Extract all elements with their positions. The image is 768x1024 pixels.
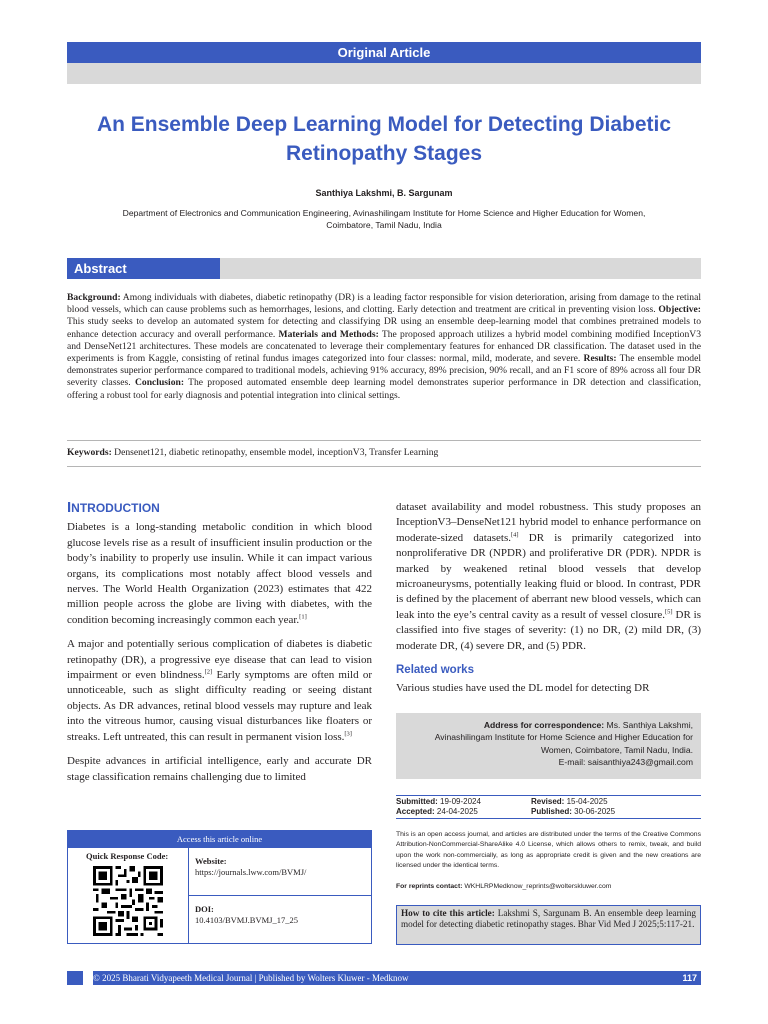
reprints-contact: For reprints contact: WKHLRPMedknow_reprints@wolterskluwer.com [396, 883, 612, 890]
intro-paragraph-1: Diabetes is a long-standing metabolic condition in which blood glucose levels rise as a result of insufficient insulin production or the body’s inability to properly use insulin. While it can impact various organs, its complications most notably affect blood vessels and nerves. The World Health Organization (2023) estimates that 422 million people across the globe are living with diabetes, with the condition becoming increasingly common each year.[1] [67, 521, 372, 626]
affiliation-line-1: Department of Electronics and Communication Engineering, Avinashilingam Institute for Home Science and Higher Education for Women, [122, 208, 646, 218]
doi-link[interactable]: 10.4103/BVMJ.BVMJ_17_25 [195, 915, 298, 925]
cite-text: Lakshmi S, Sargunam B. An ensemble deep learning model for detecting diabetic retinopathy stages. Bhar Vid Med J 2025;5:117-21. [401, 908, 696, 930]
ref-2[interactable]: [2] [204, 668, 213, 676]
results-label: Results: [583, 353, 617, 365]
background-label: Background: [67, 292, 121, 303]
page-number: 117 [682, 973, 697, 983]
introduction-heading: INTRODUCTION [67, 499, 160, 516]
intro-paragraph-4: dataset availability and model robustness. This study proposes an InceptionV3–DenseNet121 hybrid model to enhance performance on moderate-sized datasets.[4] DR is primarily categorized into nonproliferative DR (NPDR) and proliferative DR (PDR). NPDR is marked by weakened retinal blood vessels that develop microaneurysms, potentially leaking fluid or blood. In contrast, PDR is defined by the placement of aberrant new blood vessels, which can leak into the eye’s central cavity as a result of vessel closure.[5] DR is classified into five stages of severity: (1) no DR, (2) mild DR, (3) moderate DR, (4) severe DR, and (5) PDR. [396, 501, 702, 652]
conclusion-text: The proposed automated ensemble deep learning model demonstrates superior performance in DR detection and classification, offering a robust tool for early diagnosis and potential integration into clinical settings. [67, 377, 701, 401]
access-heading: Access this article online [68, 831, 371, 848]
keywords [67, 447, 701, 459]
correspondence-line-2: Avinashilingam Institute for Home Science and Higher Education for [434, 732, 693, 743]
right-column [396, 500, 701, 706]
banner-gray-strip [67, 63, 701, 84]
reprints-email[interactable]: WKHLRPMedknow_reprints@wolterskluwer.com [464, 883, 612, 890]
ref-1[interactable]: [1] [299, 613, 307, 621]
article-dates [396, 795, 701, 819]
objective-text: This study seeks to develop an automated system for detecting and classifying DR using an ensemble deep-learning model that combines pretrained models to enhance detection accuracy and overall performance. [67, 316, 701, 340]
qr-cell [68, 848, 189, 943]
license-text: This is an open access journal, and articles are distributed under the terms of the Creative Commons Attribution-NonCommercial-ShareAlike 4.0 License, which allows others to remix, tweak, and build upon the work non-commercially, as long as appropriate credit is given and the new creations are licensed under the identical terms. [396, 831, 701, 869]
revised-date: Revised: 15-04-2025 [531, 797, 608, 806]
methods-label: Materials and Methods: [278, 328, 379, 340]
article-title: An Ensemble Deep Learning Model for Detecting Diabetic Retinopathy Stages [96, 113, 672, 165]
left-column [67, 500, 372, 794]
methods-text: The proposed approach utilizes a hybrid model combining modified InceptionV3 and DenseNet121 architectures. These models are concatenated to leverage their complementary features for enhanced DR classification. The dataset used in the experiments is from Kaggle, consisting of retinal fundus images categorized into four classes: normal, mild, moderate, and severe. [67, 328, 701, 365]
footer-tick [83, 971, 93, 985]
correspondence-box [396, 713, 701, 779]
keywords-text: Densenet121, diabetic retinopathy, ensemble model, inceptionV3, Transfer Learning [114, 447, 439, 458]
cite-label: How to cite this article: [401, 908, 495, 918]
website-label: Website: [195, 856, 227, 866]
how-to-cite-box [396, 905, 701, 945]
article-type-banner: Original Article [67, 42, 701, 63]
conclusion-label: Conclusion: [134, 377, 185, 389]
results-text: The ensemble model demonstrates superior performance compared to traditional models, achieving 91% accuracy, 89% precision, 90% recall, and an F1 score of 89% across all four DR severity classes. [67, 353, 702, 389]
website-cell [189, 848, 371, 896]
abstract-body [67, 292, 701, 402]
doi-label: DOI: [195, 904, 214, 914]
ref-5[interactable]: [5] [665, 608, 673, 616]
objective-label: Objective: [658, 304, 701, 316]
doi-cell [189, 896, 371, 943]
keywords-label: Keywords: [67, 447, 112, 458]
correspondence-line-1: Address for correspondence: Ms. Santhiya Lakshmi, [483, 720, 693, 730]
ref-4[interactable]: [4] [510, 531, 519, 539]
abstract-heading: Abstract [67, 258, 220, 279]
published-date: Published: 30-06-2025 [531, 807, 616, 816]
access-online-box [67, 830, 372, 944]
keywords-rule-bottom [67, 466, 701, 467]
intro-paragraph-3: Despite advances in artificial intelligence, early and accurate DR stage classification remains challenging due to limited [67, 755, 372, 783]
qr-label: Quick Response Code: [86, 851, 169, 861]
website-link[interactable]: https://journals.lww.com/BVMJ/ [195, 867, 307, 877]
correspondence-email[interactable]: E-mail: saisanthiya243@gmail.com [558, 756, 693, 767]
submitted-date: Submitted: 19-09-2024 [396, 797, 481, 806]
related-works-paragraph: Various studies have used the DL model for detecting DR [396, 682, 650, 695]
ref-3[interactable]: [3] [344, 730, 352, 738]
affiliation [100, 207, 668, 231]
background-text: Among individuals with diabetes, diabetic retinopathy (DR) is a leading factor responsible for vision deterioration, arising from damage to the retinal blood vessels, which can cause problems such as hemorrhages, lesions, and clotting. Early detection and treatment are critical in preventing vision loss. [67, 292, 702, 316]
affiliation-line-2: Coimbatore, Tamil Nadu, India [326, 220, 442, 230]
accepted-date: Accepted: 24-04-2025 [396, 807, 478, 816]
correspondence-line-3: Women, Coimbatore, Tamil Nadu, India. [540, 744, 693, 755]
related-works-heading: Related works [396, 664, 474, 677]
qr-code-icon[interactable] [93, 866, 163, 936]
page-footer [67, 971, 701, 985]
abstract-heading-strip [220, 258, 701, 279]
authors: Santhiya Lakshmi, B. Sargunam [315, 188, 453, 198]
intro-paragraph-2: A major and potentially serious complication of diabetes is diabetic retinopathy (DR), a progressive eye disease that can lead to vision impairment or even blindness.[2] Early symptoms are often mild or unnoticeable, such as slight difficulty reading or seeing distant objects. As DR advances, retinal blood vessels may rupture and leak into the vitreous humor, causing visual disturbances like floaters or streaks. Left untreated, this can result in permanent vision loss.[3] [67, 638, 372, 743]
footer-copyright: © 2025 Bharati Vidyapeeth Medical Journal | Published by Wolters Kluwer - Medknow [93, 973, 409, 983]
keywords-rule-top [67, 440, 701, 441]
